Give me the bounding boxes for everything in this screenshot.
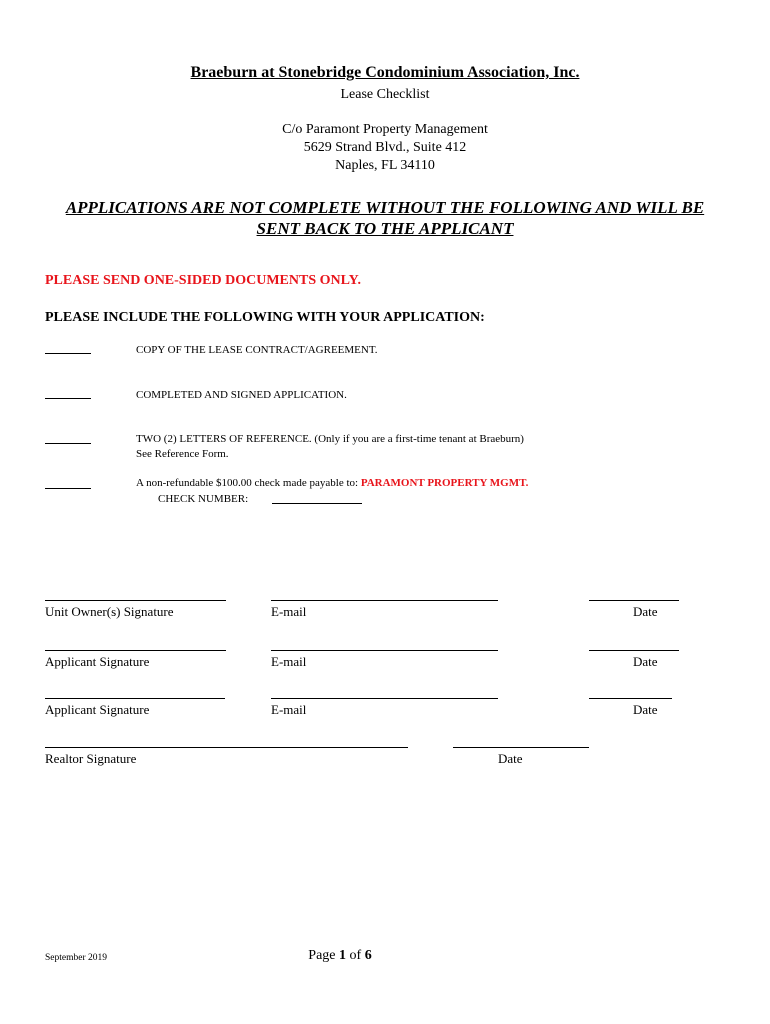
- page-number: [0, 948, 680, 964]
- checklist-item-application: COMPLETED AND SIGNED APPLICATION.: [136, 389, 347, 401]
- applicant-2-date-label: Date: [633, 702, 658, 717]
- check-number-field[interactable]: [272, 503, 362, 504]
- check-number-label: CHECK NUMBER:: [158, 493, 249, 505]
- applicant-1-email-line[interactable]: [271, 650, 498, 651]
- unit-owner-signature-line[interactable]: [45, 600, 226, 601]
- checklist-item-references: TWO (2) LETTERS OF REFERENCE. (Only if you are a first-time tenant at Braeburn): [136, 433, 524, 445]
- checklist-blank-1[interactable]: [45, 353, 91, 354]
- unit-owner-date-line[interactable]: [589, 600, 679, 601]
- realtor-date-line[interactable]: [453, 747, 589, 748]
- page-mid: of: [346, 948, 365, 963]
- street-address: 5629 Strand Blvd., Suite 412: [303, 140, 467, 155]
- checklist-blank-4[interactable]: [45, 488, 91, 489]
- applicant-2-signature-line[interactable]: [45, 698, 225, 699]
- applicant-1-date-label: Date: [633, 654, 658, 669]
- footer-date: September 2019: [45, 953, 108, 963]
- warning-line-2: SENT BACK TO THE APPLICANT: [256, 219, 514, 238]
- page-current: 1: [339, 948, 347, 963]
- warning-line-1: APPLICATIONS ARE NOT COMPLETE WITHOUT THE FOLLOWING AND WILL BE: [65, 198, 705, 217]
- check-instruction: A non-refundable $100.00 check made payable to:: [136, 477, 361, 489]
- unit-owner-email-label: E-mail: [271, 604, 307, 619]
- care-of-line: C/o Paramont Property Management: [282, 122, 488, 137]
- page-total: 6: [364, 948, 372, 963]
- realtor-date-label: Date: [498, 751, 523, 766]
- applicant-2-signature-label: Applicant Signature: [45, 702, 150, 717]
- applicant-1-signature-label: Applicant Signature: [45, 654, 150, 669]
- applicant-1-date-line[interactable]: [589, 650, 679, 651]
- document-title: Braeburn at Stonebridge Condominium Association, Inc.: [190, 64, 580, 81]
- checklist-item-references-note: See Reference Form.: [136, 448, 229, 460]
- checklist-blank-2[interactable]: [45, 398, 91, 399]
- applicant-2-email-line[interactable]: [271, 698, 498, 699]
- page-prefix: Page: [308, 948, 340, 963]
- applicant-2-date-line[interactable]: [589, 698, 672, 699]
- document-subtitle: Lease Checklist: [340, 87, 430, 102]
- check-payee: PARAMONT PROPERTY MGMT.: [360, 477, 529, 489]
- realtor-signature-label: Realtor Signature: [45, 751, 137, 766]
- checklist-item-lease-copy: COPY OF THE LEASE CONTRACT/AGREEMENT.: [136, 344, 378, 356]
- unit-owner-date-label: Date: [633, 604, 658, 619]
- checklist-blank-3[interactable]: [45, 443, 91, 444]
- one-sided-notice: PLEASE SEND ONE-SIDED DOCUMENTS ONLY.: [45, 273, 361, 288]
- unit-owner-signature-label: Unit Owner(s) Signature: [45, 604, 174, 619]
- include-heading: PLEASE INCLUDE THE FOLLOWING WITH YOUR APPLICATION:: [45, 310, 485, 325]
- applicant-1-email-label: E-mail: [271, 654, 307, 669]
- city-address: Naples, FL 34110: [335, 158, 435, 173]
- applicant-1-signature-line[interactable]: [45, 650, 226, 651]
- applicant-2-email-label: E-mail: [271, 702, 307, 717]
- unit-owner-email-line[interactable]: [271, 600, 498, 601]
- checklist-item-check: [136, 475, 528, 491]
- realtor-signature-line[interactable]: [45, 747, 408, 748]
